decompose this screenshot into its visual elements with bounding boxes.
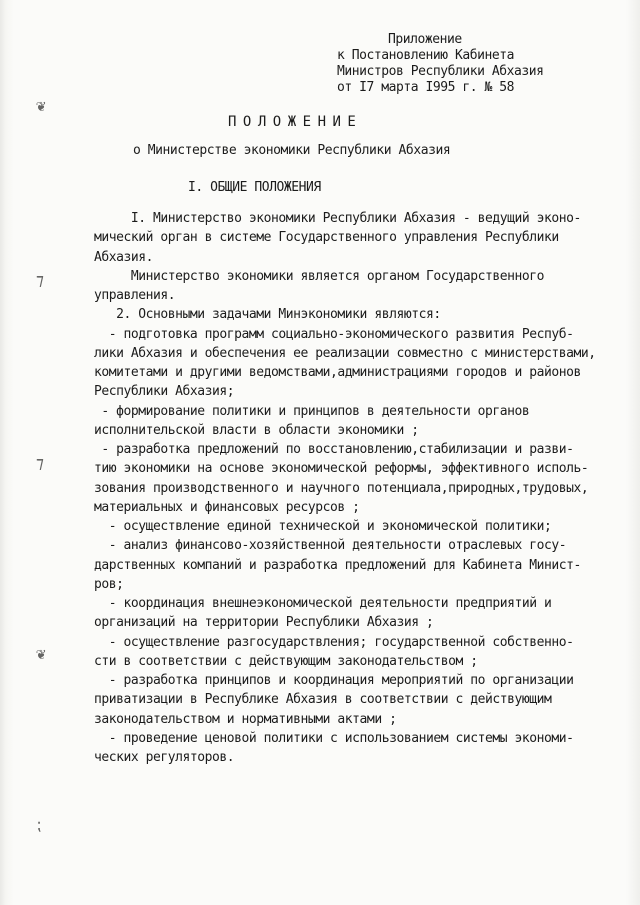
body-text: [94, 209, 614, 767]
text-line: I. Министерство экономики Республики Абхазия - ведущий эконо-: [94, 211, 581, 226]
text-line: сти в соответствии с действующим законодательством ;: [94, 653, 478, 669]
text-line: 2. Основными задачами Минэкономики являются:: [94, 307, 441, 323]
annex-block: [337, 32, 627, 96]
annex-line: от I7 марта I995 г. № 58: [337, 80, 515, 95]
binding-hole-mark: ⁊: [36, 453, 44, 472]
text-line: - координация внешнеэкономической деятельности предприятий и: [94, 596, 552, 611]
text-line: - разработка предложений по восстановлению,стабилизации и разви-: [94, 442, 574, 457]
text-line: Республики Абхазия;: [94, 384, 235, 400]
annex-line: Министров Республики Абхазия: [337, 64, 544, 79]
text-line: - подготовка программ социально-экономического развития Респуб-: [94, 326, 574, 342]
binding-hole-mark: ⁏: [36, 815, 42, 834]
text-line: зования производственного и научного потенциала,природных,трудовых,: [94, 480, 589, 496]
text-line: - анализ финансово-хозяйственной деятельности отраслевых госу-: [94, 538, 567, 554]
text-line: исполнительской власти в области экономики ;: [94, 422, 419, 438]
text-line: Абхазия.: [94, 249, 154, 265]
document-title: ПОЛОЖЕНИЕ: [228, 114, 363, 130]
annex-line: к Постановлению Кабинета: [337, 48, 515, 63]
text-line: ров;: [94, 576, 124, 592]
text-line: ческих регуляторов.: [94, 750, 235, 765]
text-line: материальных и финансовых ресурсов ;: [94, 499, 360, 515]
text-line: - разработка принципов и координация мероприятий по организации: [94, 673, 574, 688]
text-line: управления.: [94, 288, 176, 303]
text-line: дарственных компаний и разработка предложений для Кабинета Минист-: [94, 557, 581, 573]
document-subtitle: о Министерстве экономики Республики Абхазия: [133, 143, 451, 158]
text-line: - проведение ценовой политики с использованием системы экономи-: [94, 730, 574, 746]
annex-line: Приложение: [388, 32, 462, 47]
text-line: - формирование политики и принципов в деятельности органов: [94, 403, 530, 419]
text-line: тию экономики на основе экономической реформы, эффективного исполь-: [94, 461, 589, 477]
text-line: - осуществление единой технической и экономической политики;: [94, 519, 552, 534]
text-line: Министерство экономики является органом Государственного: [94, 268, 544, 284]
binding-hole-mark: ⁊: [36, 270, 44, 289]
section-heading: I. ОБЩИЕ ПОЛОЖЕНИЯ: [188, 180, 321, 195]
text-line: комитетами и другими ведомствами,администрациями городов и районов: [94, 365, 581, 380]
binding-hole-mark: ❦: [36, 644, 46, 663]
text-line: законодательством и нормативными актами ;: [94, 711, 397, 727]
binding-hole-mark: ❦: [36, 96, 46, 115]
text-line: лики Абхазия и обеспечения ее реализации совместно с министерствами,: [94, 345, 596, 361]
text-line: приватизации в Республике Абхазия в соответствии с действующим: [94, 692, 552, 708]
text-line: мический орган в системе Государственного управления Республики: [94, 230, 559, 246]
text-line: - осуществление разгосударствления; государственной собственно-: [94, 634, 574, 650]
text-line: организаций на территории Республики Абхазия ;: [94, 615, 434, 631]
